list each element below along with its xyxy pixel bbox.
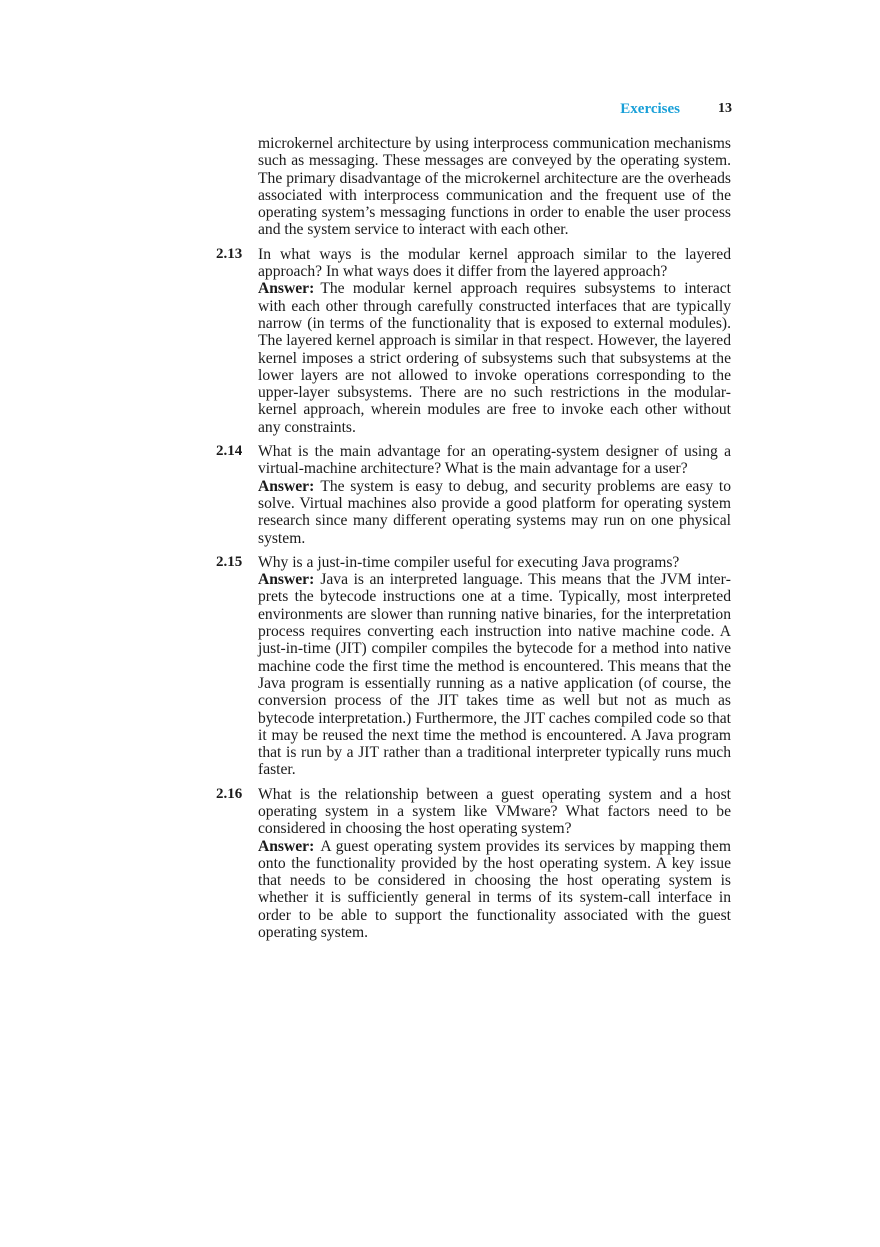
exercise-2-13 [216, 245, 731, 436]
section-title: Exercises [620, 101, 680, 117]
answer-text: The system is easy to debug, and security problems are easy to solve. Virtual machines also provide a good platform for operating system research since many different operating systems may run on one physical system. [258, 477, 731, 547]
exercise-answer [258, 478, 731, 547]
continuation-paragraph: microkernel architecture by using interprocess communication mechanisms such as messaging. These messages are conveyed by the operating system. The primary disadvantage of the microkernel architecture are the overheads associated with interprocess communication and the frequent use of the operating system’s messaging functions in order to enable the user process and the system service to interact with each other. [258, 135, 731, 239]
exercise-number: 2.13 [216, 245, 243, 262]
exercise-answer [258, 838, 731, 942]
exercise-2-16 [216, 785, 731, 942]
answer-text: A guest operating system provides its services by mapping them onto the functionality provided by the host operating system. A key issue that needs to be considered in choosing the host operating system is whether it is sufficiently general in terms of its system-call interface in order to be able to support the functionality associated with the guest operating system. [258, 837, 731, 942]
exercise-question: In what ways is the modular kernel approach similar to the layered approach? In what ways does it differ from the layered approach? [258, 245, 731, 281]
answer-text: Java is an interpreted language. This means that the JVM interprets the bytecode instructions one at a time. Typically, most interpreted environments are slower than running native binaries, for the interpretation process requires converting each instruction into native machine code. A just-in-time (JIT) compiler compiles the bytecode for a method into native machine code the first time the method is encountered. This means that the Java program is essentially running as a native application (of course, the conversion process of the JIT takes time as well but not as much as bytecode interpretation.) Furthermore, the JIT caches compiled code so that it may be reused the next time the method is encountered. A Java program that is run by a JIT rather than a traditional interpreter typically runs much faster. [258, 571, 731, 779]
exercise-2-15 [216, 553, 731, 779]
answer-label: Answer: [258, 477, 315, 495]
answer-label: Answer: [258, 571, 315, 589]
exercise-answer [258, 280, 731, 436]
page-body [216, 135, 731, 942]
exercise-2-14 [216, 443, 731, 547]
answer-label: Answer: [258, 837, 315, 855]
exercise-question: What is the main advantage for an operating-system designer of using a virtual-machine architecture? What is the main advantage for a user? [258, 443, 731, 478]
exercise-question: What is the relationship between a guest operating system and a host operating system in a system like VMware? What factors need to be considered in choosing the host operating system? [258, 785, 731, 838]
page-number: 13 [718, 101, 732, 116]
exercise-question: Why is a just-in-time compiler useful for executing Java programs? [258, 553, 680, 571]
exercise-number: 2.14 [216, 443, 243, 460]
answer-label: Answer: [258, 280, 315, 298]
exercise-number: 2.16 [216, 785, 243, 802]
exercise-answer [258, 571, 731, 779]
answer-text: The modular kernel approach requires subsystems to interact with each other through carefully constructed interfaces that are typically narrow (in terms of the functionality that is exposed to external modules). The layered kernel approach is similar in that respect. However, the layered kernel imposes a strict ordering of subsystems such that subsystems at the lower layers are not allowed to invoke operations corresponding to the upper-layer subsystems. There are no such restrictions in the modular-kernel approach, wherein modules are free to invoke each other without any constraints. [258, 280, 731, 436]
running-header [560, 101, 732, 121]
exercise-number: 2.15 [216, 553, 243, 570]
